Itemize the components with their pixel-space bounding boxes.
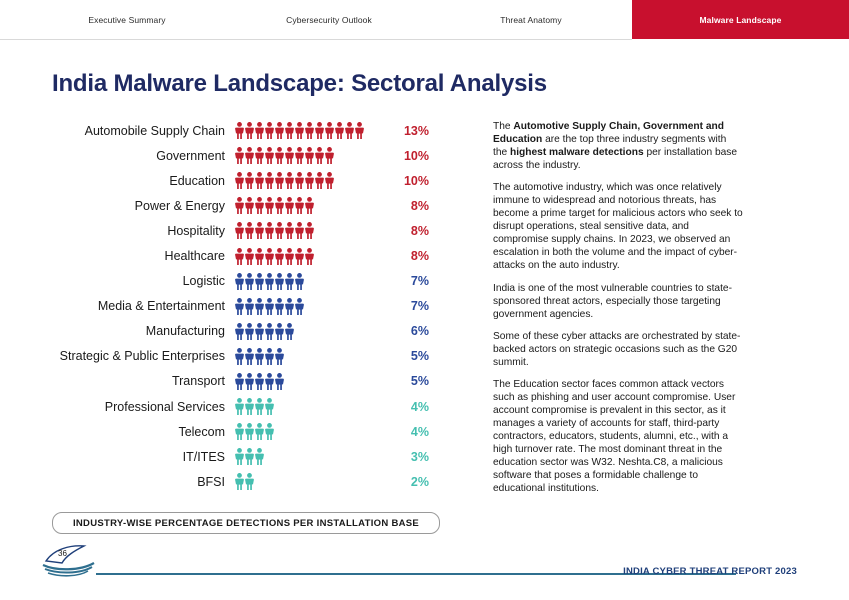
person-icon bbox=[255, 222, 264, 239]
nav-item-malware-landscape[interactable]: Malware Landscape bbox=[632, 0, 849, 39]
person-icon bbox=[295, 147, 304, 164]
person-icon bbox=[285, 298, 294, 315]
footer-report-name: INDIA CYBER THREAT REPORT 2023 bbox=[623, 566, 797, 577]
person-icon bbox=[285, 323, 294, 340]
person-icon bbox=[275, 248, 284, 265]
person-icon bbox=[355, 122, 364, 139]
chart-row-label: Automobile Supply Chain bbox=[84, 123, 225, 138]
person-icon bbox=[295, 122, 304, 139]
chart-row-pictogram bbox=[235, 423, 385, 440]
person-icon bbox=[295, 222, 304, 239]
person-icon bbox=[235, 222, 244, 239]
person-icon bbox=[235, 298, 244, 315]
person-icon bbox=[325, 122, 334, 139]
person-icon bbox=[245, 373, 254, 390]
analysis-paragraph bbox=[493, 378, 743, 495]
person-icon bbox=[305, 197, 314, 214]
person-icon bbox=[265, 122, 274, 139]
person-icon bbox=[255, 273, 264, 290]
chart-row-pictogram bbox=[235, 147, 385, 164]
person-icon bbox=[275, 323, 284, 340]
page-number: 36 bbox=[58, 549, 67, 558]
person-icon bbox=[235, 172, 244, 189]
person-icon bbox=[255, 423, 264, 440]
person-icon bbox=[245, 448, 254, 465]
analysis-run: The automotive industry, which was once relatively immune to widespread and notorious threats, has become a prime target for malicious actors who seek to disrupt operations, steal sensitive data, and compromise supply chains. In 2023, we observed an escalation in both the volume and the impact of cyber-attacks on the auto industry. bbox=[493, 182, 743, 272]
person-icon bbox=[245, 423, 254, 440]
person-icon bbox=[295, 298, 304, 315]
chart-row bbox=[40, 444, 470, 469]
chart-row-pictogram bbox=[235, 373, 385, 390]
chart-row-value: 8% bbox=[410, 198, 429, 213]
person-icon bbox=[235, 273, 244, 290]
person-icon bbox=[245, 298, 254, 315]
chart-row-value: 5% bbox=[410, 349, 429, 364]
chart-row-value: 10% bbox=[403, 173, 429, 188]
person-icon bbox=[235, 248, 244, 265]
person-icon bbox=[285, 248, 294, 265]
chart-row-value: 13% bbox=[403, 123, 429, 138]
chart-row bbox=[40, 218, 470, 243]
chart-row-label: Manufacturing bbox=[145, 324, 225, 339]
person-icon bbox=[265, 398, 274, 415]
chart-row-pictogram bbox=[235, 323, 385, 340]
person-icon bbox=[235, 197, 244, 214]
chart-row-value: 7% bbox=[410, 299, 429, 314]
person-icon bbox=[305, 147, 314, 164]
chart-row bbox=[40, 143, 470, 168]
chart-row bbox=[40, 118, 470, 143]
person-icon bbox=[265, 197, 274, 214]
chart-row-label: Government bbox=[156, 148, 225, 163]
person-icon bbox=[265, 323, 274, 340]
chart-row-label: Healthcare bbox=[164, 249, 225, 264]
chart-row-label: Professional Services bbox=[104, 399, 225, 414]
analysis-paragraph bbox=[493, 282, 743, 321]
person-icon bbox=[245, 197, 254, 214]
analysis-run: Some of these cyber attacks are orchestrated by state-backed actors on strategic occasions such as the G20 summit. bbox=[493, 330, 741, 368]
chart-row-pictogram bbox=[235, 122, 385, 139]
analysis-paragraph bbox=[493, 181, 743, 272]
person-icon bbox=[315, 147, 324, 164]
person-icon bbox=[275, 298, 284, 315]
person-icon bbox=[315, 122, 324, 139]
person-icon bbox=[265, 147, 274, 164]
chart-row-value: 5% bbox=[410, 374, 429, 389]
nav-item-cybersecurity-outlook[interactable]: Cybersecurity Outlook bbox=[228, 0, 430, 39]
chart-row bbox=[40, 243, 470, 268]
nav-item-executive-summary[interactable]: Executive Summary bbox=[26, 0, 228, 39]
person-icon bbox=[235, 448, 244, 465]
person-icon bbox=[255, 248, 264, 265]
chart-row-pictogram bbox=[235, 298, 385, 315]
chart-row bbox=[40, 319, 470, 344]
chart-row bbox=[40, 344, 470, 369]
person-icon bbox=[255, 398, 264, 415]
person-icon bbox=[245, 348, 254, 365]
chart-row-value: 3% bbox=[410, 449, 429, 464]
person-icon bbox=[305, 122, 314, 139]
person-icon bbox=[255, 323, 264, 340]
sector-pictogram-chart bbox=[40, 118, 470, 494]
person-icon bbox=[345, 122, 354, 139]
person-icon bbox=[285, 273, 294, 290]
analysis-run: are the top three industry segments with the bbox=[493, 134, 727, 159]
person-icon bbox=[325, 147, 334, 164]
person-icon bbox=[275, 197, 284, 214]
chart-row bbox=[40, 168, 470, 193]
person-icon bbox=[255, 373, 264, 390]
person-icon bbox=[295, 248, 304, 265]
person-icon bbox=[265, 348, 274, 365]
chart-row-value: 8% bbox=[410, 249, 429, 264]
person-icon bbox=[245, 273, 254, 290]
chart-row-label: Hospitality bbox=[167, 223, 225, 238]
analysis-run: India is one of the most vulnerable countries to state-sponsored threat actors, especially those targeting government agencies. bbox=[493, 282, 732, 320]
person-icon bbox=[265, 222, 274, 239]
analysis-emphasis: highest malware detections bbox=[510, 147, 644, 159]
person-icon bbox=[275, 147, 284, 164]
chart-row-pictogram bbox=[235, 222, 385, 239]
analysis-paragraph bbox=[493, 120, 743, 172]
person-icon bbox=[295, 273, 304, 290]
person-icon bbox=[235, 323, 244, 340]
chart-row-pictogram bbox=[235, 398, 385, 415]
person-icon bbox=[255, 172, 264, 189]
person-icon bbox=[255, 448, 264, 465]
analysis-paragraph bbox=[493, 330, 743, 369]
person-icon bbox=[285, 197, 294, 214]
person-icon bbox=[275, 172, 284, 189]
person-icon bbox=[275, 122, 284, 139]
chart-row-label: Strategic & Public Enterprises bbox=[59, 349, 225, 364]
chart-row-value: 8% bbox=[410, 223, 429, 238]
page-title: India Malware Landscape: Sectoral Analysis bbox=[52, 70, 547, 97]
chart-row-pictogram bbox=[235, 448, 385, 465]
person-icon bbox=[245, 248, 254, 265]
person-icon bbox=[295, 172, 304, 189]
chart-row-pictogram bbox=[235, 248, 385, 265]
person-icon bbox=[285, 147, 294, 164]
chart-row-pictogram bbox=[235, 197, 385, 214]
person-icon bbox=[325, 172, 334, 189]
analysis-run: The bbox=[493, 121, 514, 132]
person-icon bbox=[265, 248, 274, 265]
person-icon bbox=[275, 222, 284, 239]
person-icon bbox=[265, 423, 274, 440]
person-icon bbox=[245, 473, 254, 490]
person-icon bbox=[335, 122, 344, 139]
person-icon bbox=[245, 172, 254, 189]
chart-row bbox=[40, 369, 470, 394]
person-icon bbox=[235, 348, 244, 365]
chart-row-label: Telecom bbox=[178, 424, 225, 439]
chart-row-pictogram bbox=[235, 273, 385, 290]
chart-row-label: BFSI bbox=[197, 474, 225, 489]
chart-row bbox=[40, 419, 470, 444]
person-icon bbox=[235, 398, 244, 415]
person-icon bbox=[245, 398, 254, 415]
chart-caption-label: INDUSTRY-WISE PERCENTAGE DETECTIONS PER INSTALLATION BASE bbox=[72, 517, 420, 529]
top-navigation bbox=[0, 0, 849, 39]
analysis-emphasis: Automotive Supply Chain, Government and Education bbox=[493, 121, 724, 146]
analysis-run: The Education sector faces common attack vectors such as phishing and user account compromise. User account compromise is prevalent in this sector, as it manages a variety of accounts for staff, third-party contractors, educators, students, alumni, etc., with a high turnover rate. The most dominant threat in the education sector was W32. Neshta.C8, a malicious software that poses a formidable challenge to educational institutions. bbox=[493, 378, 736, 495]
person-icon bbox=[245, 323, 254, 340]
nav-left-spacer bbox=[0, 0, 26, 39]
chart-row-value: 2% bbox=[410, 474, 429, 489]
person-icon bbox=[315, 172, 324, 189]
person-icon bbox=[235, 423, 244, 440]
person-icon bbox=[235, 373, 244, 390]
person-icon bbox=[305, 248, 314, 265]
analysis-run: per installation base across the industry. bbox=[493, 147, 738, 172]
person-icon bbox=[285, 122, 294, 139]
chart-row-value: 4% bbox=[410, 424, 429, 439]
chart-row-pictogram bbox=[235, 473, 385, 490]
person-icon bbox=[285, 222, 294, 239]
chart-row-value: 4% bbox=[410, 399, 429, 414]
chart-caption bbox=[52, 512, 440, 534]
person-icon bbox=[285, 172, 294, 189]
nav-item-threat-anatomy[interactable]: Threat Anatomy bbox=[430, 0, 632, 39]
chart-row-label: Transport bbox=[171, 374, 225, 389]
chart-row bbox=[40, 394, 470, 419]
person-icon bbox=[255, 197, 264, 214]
person-icon bbox=[305, 222, 314, 239]
person-icon bbox=[255, 298, 264, 315]
nav-divider bbox=[0, 39, 632, 40]
person-icon bbox=[235, 473, 244, 490]
person-icon bbox=[265, 373, 274, 390]
person-icon bbox=[265, 273, 274, 290]
person-icon bbox=[245, 147, 254, 164]
chart-row-value: 7% bbox=[410, 274, 429, 289]
chart-row-value: 10% bbox=[403, 148, 429, 163]
person-icon bbox=[245, 122, 254, 139]
person-icon bbox=[295, 197, 304, 214]
person-icon bbox=[255, 147, 264, 164]
chart-row bbox=[40, 269, 470, 294]
chart-row-pictogram bbox=[235, 172, 385, 189]
person-icon bbox=[245, 222, 254, 239]
person-icon bbox=[235, 147, 244, 164]
chart-row-label: Media & Entertainment bbox=[97, 299, 225, 314]
person-icon bbox=[305, 172, 314, 189]
chart-row bbox=[40, 193, 470, 218]
person-icon bbox=[235, 122, 244, 139]
logo-boat-icon bbox=[40, 543, 100, 577]
person-icon bbox=[275, 373, 284, 390]
chart-row-value: 6% bbox=[410, 324, 429, 339]
chart-row bbox=[40, 469, 470, 494]
chart-row bbox=[40, 294, 470, 319]
person-icon bbox=[255, 348, 264, 365]
chart-row-pictogram bbox=[235, 348, 385, 365]
analysis-text bbox=[493, 120, 743, 504]
chart-row-label: Logistic bbox=[182, 274, 225, 289]
person-icon bbox=[275, 348, 284, 365]
person-icon bbox=[265, 298, 274, 315]
chart-row-label: IT/ITES bbox=[182, 449, 225, 464]
chart-row-label: Power & Energy bbox=[134, 198, 225, 213]
person-icon bbox=[275, 273, 284, 290]
chart-row-label: Education bbox=[169, 173, 225, 188]
person-icon bbox=[265, 172, 274, 189]
person-icon bbox=[255, 122, 264, 139]
